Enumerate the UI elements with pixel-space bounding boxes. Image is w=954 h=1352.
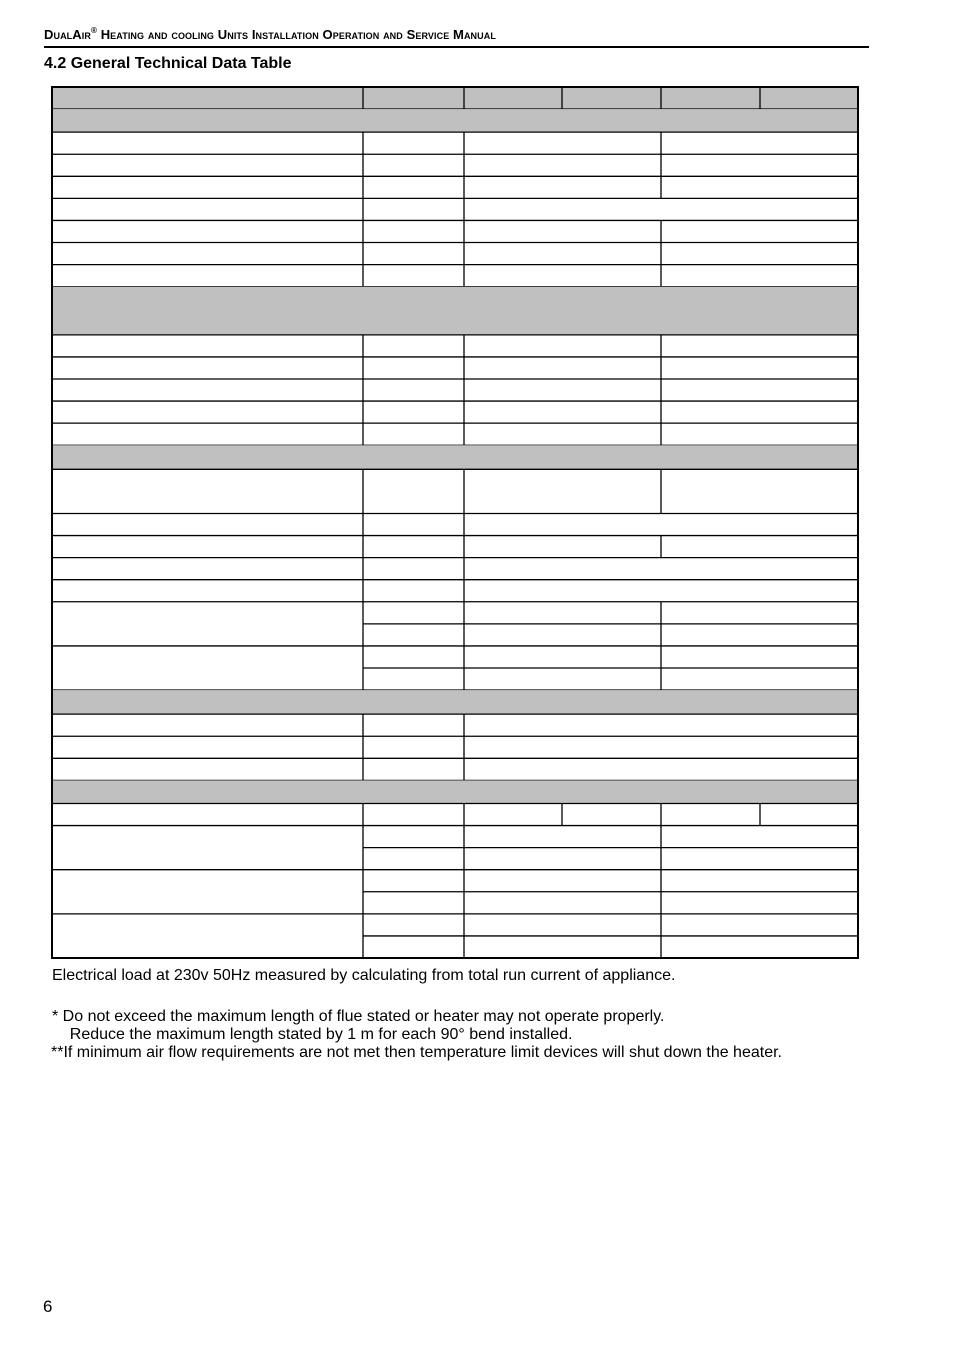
section-band xyxy=(52,109,858,132)
section-band xyxy=(52,445,858,469)
table-grid xyxy=(51,86,859,959)
header-brand: DualAir xyxy=(44,27,91,42)
section-band xyxy=(52,287,858,335)
electrical-load-note: Electrical load at 230v 50Hz measured by calculating from total run current of appliance. xyxy=(52,967,676,984)
section-band xyxy=(52,780,858,803)
section-band xyxy=(52,87,858,109)
running-header xyxy=(44,26,869,48)
registered-mark: ® xyxy=(90,26,97,35)
header-title: Heating and cooling Units Installation Operation and Service Manual xyxy=(96,27,496,42)
flue-length-note: * Do not exceed the maximum length of flue stated or heater may not operate properly. xyxy=(52,1008,665,1025)
flue-bend-note: Reduce the maximum length stated by 1 m for each 90° bend installed. xyxy=(52,1026,573,1043)
section-title: 4.2 General Technical Data Table xyxy=(44,55,292,72)
airflow-note: **If minimum air flow requirements are not met then temperature limit devices will shut down the heater. xyxy=(51,1044,782,1061)
section-band xyxy=(52,690,858,714)
technical-data-table xyxy=(51,86,859,959)
page-number: 6 xyxy=(43,1297,53,1316)
